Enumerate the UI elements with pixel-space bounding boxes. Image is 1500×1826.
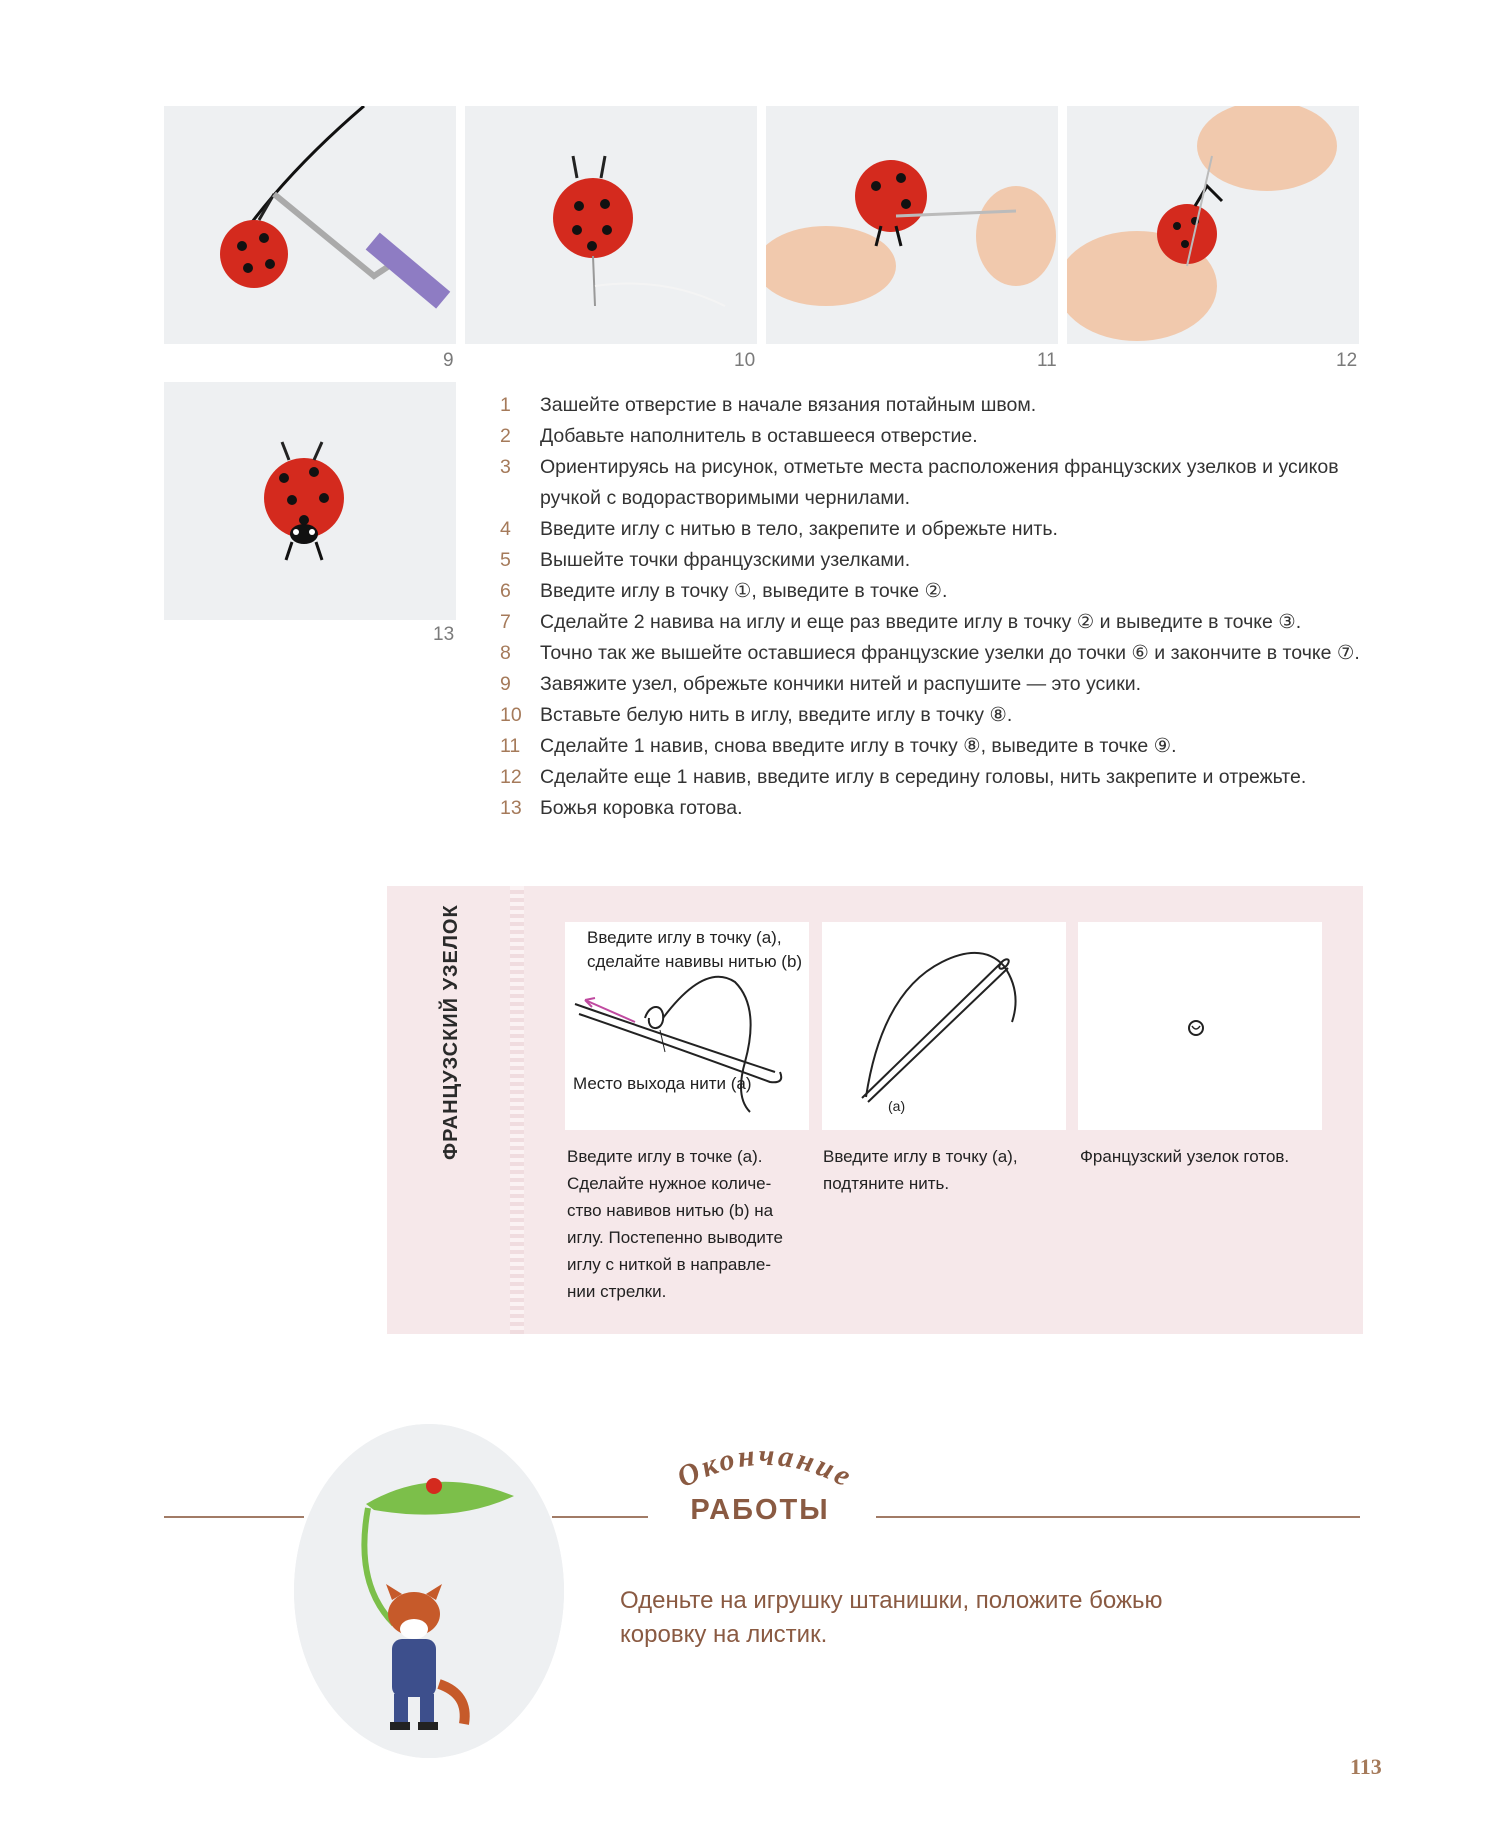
diagram2-label: (a) (888, 1098, 906, 1114)
caption-step-2: Введите иглу в точку (a), подтяните нить. (823, 1147, 1018, 1193)
divider-middle (552, 1516, 648, 1518)
step-item: 11 Сделайте 1 навив, снова введите иглу в точку ⑧, выведите в точке ⑨. (500, 735, 1177, 757)
diagram1-top-label-line1: Введите иглу в точку (a), (587, 928, 782, 947)
step-item: 13 Божья коровка готова. (500, 797, 743, 819)
french-knot-title: ФРАНЦУЗСКИЙ УЗЕЛОК (440, 904, 462, 1160)
panel-decorative-edge (510, 886, 524, 1334)
diagram1-bottom-label: Место выхода нити (a) (573, 1074, 752, 1093)
step-item: 10 Вставьте белую нить в иглу, введите иглу в точку ⑧. (500, 704, 1013, 726)
step-item: 5 Вышейте точки французскими узелками. (500, 549, 911, 571)
photo-number-9: 9 (443, 350, 454, 371)
step-item: 7 Сделайте 2 навива на иглу и еще раз введите иглу в точку ② и выведите в точке ③. (500, 611, 1302, 633)
divider-right (876, 1516, 1360, 1518)
photo-number-12: 12 (1336, 350, 1358, 371)
ending-text: Оденьте на игрушку штанишки, положите божью коровку на листик. (620, 1587, 1163, 1648)
photo-step-9 (164, 106, 456, 344)
step-item: 8 Точно так же вышейте оставшиеся французские узелки до точки ⑥ и закончите в точке ⑦. (500, 642, 1360, 664)
caption-step-3: Французский узелок готов. (1080, 1147, 1290, 1166)
divider-left (164, 1516, 304, 1518)
step-item: 9 Завяжите узел, обрежьте кончики нитей и распушите — это усики. (500, 673, 1142, 695)
photo-step-11 (766, 106, 1058, 344)
page-number: 113 (1350, 1754, 1382, 1779)
finished-fox-photo (294, 1424, 564, 1758)
knot-diagram-3 (1078, 922, 1322, 1130)
caption-step-1: Введите иглу в точке (a). Сделайте нужное количе- ство навивов нитью (b) на иглу. Постепенно выводите иглу с ниткой в направле- нии стрелки. (567, 1147, 783, 1301)
ending-title: РАБОТЫ (690, 1494, 830, 1526)
step-item: 2 Добавьте наполнитель в оставшееся отверстие. (500, 425, 978, 447)
step-item: 1 Зашейте отверстие в начале вязания потайным швом. (500, 394, 1037, 416)
photo-number-10: 10 (734, 350, 756, 371)
svg-text:Окончание: Окончание (671, 1438, 859, 1495)
knot-diagram-1 (565, 922, 809, 1130)
photo-step-12 (1067, 106, 1359, 344)
knot-diagram-2 (822, 922, 1066, 1130)
step-item: 6 Введите иглу в точку ①, выведите в точке ②. (500, 580, 948, 602)
step-item: 4 Введите иглу с нитью в тело, закрепите и обрежьте нить. (500, 518, 1058, 540)
photo-step-13 (164, 382, 456, 620)
step-item: 12 Сделайте еще 1 навив, введите иглу в середину головы, нить закрепите и отрежьте. (500, 766, 1307, 788)
photo-step-10 (465, 106, 757, 344)
diagram1-top-label-line2: сделайте навивы нитью (b) (587, 952, 803, 971)
instruction-steps (500, 390, 1400, 824)
step-item: 3 Ориентируясь на рисунок, отметьте места расположения французских узелков и усиков ручкой с водорастворимыми чернилами. (500, 456, 1339, 509)
photo-number-11: 11 (1037, 350, 1057, 371)
photo-number-13: 13 (433, 624, 455, 645)
